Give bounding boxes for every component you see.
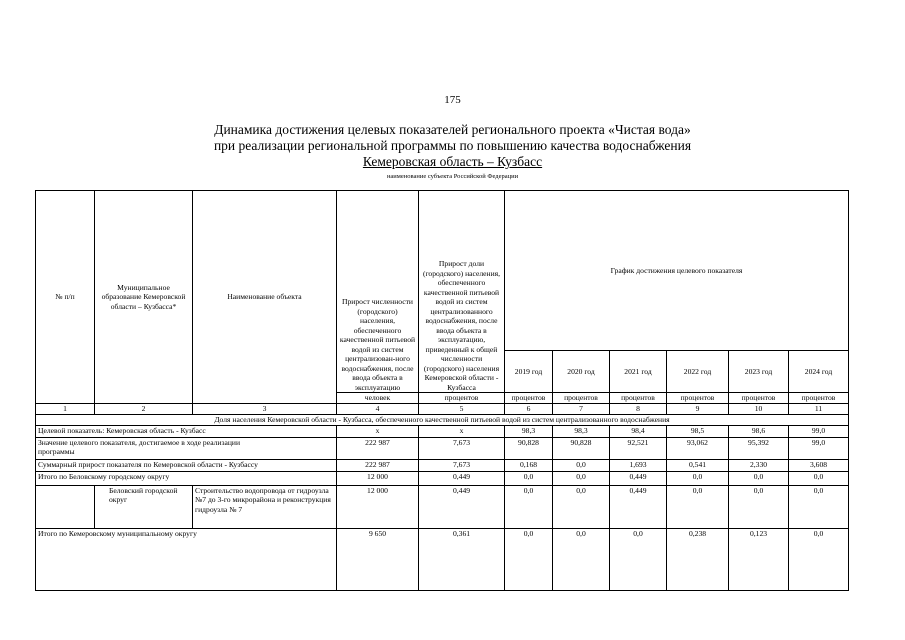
cell-value: 0,0 [789,528,849,590]
unit-year-2023: процентов [729,393,789,404]
cell-value: 0,0 [505,471,553,485]
region-name: Кемеровская область – Кузбасс [362,154,543,169]
col-number: 11 [789,404,849,415]
municipality-name: Беловский городской округ [95,485,193,528]
cell-value: 92,521 [610,437,667,459]
col-number: 3 [193,404,337,415]
col-number: 6 [505,404,553,415]
cell-value: 0,541 [667,459,729,471]
cell-value: 0,0 [553,528,610,590]
cell-value: 0,361 [419,528,505,590]
cell-value: 0,0 [610,528,667,590]
cell-value: 0,238 [667,528,729,590]
cell-value: 0,0 [505,528,553,590]
header-object: Наименование объекта [193,191,337,404]
header-year-2021: 2021 год [610,351,667,393]
cell-value: 222 987 [337,437,419,459]
col-number: 1 [36,404,95,415]
header-year-2022: 2022 год [667,351,729,393]
section-title: Доля населения Кемеровской области - Кузбасса, обеспеченного качественной питьевой водой из систем централизованного водоснабжения [36,415,849,426]
cell-value: 0,0 [729,485,789,528]
cell-value: 0,449 [610,471,667,485]
unit-year-2020: процентов [553,393,610,404]
cell-value: 98,3 [505,425,553,437]
cell-value: 0,0 [553,485,610,528]
cell-value: 99,0 [789,437,849,459]
table-row [36,425,849,437]
row-label: Итого по Беловскому городскому округу [36,471,337,485]
cell-value: 7,673 [419,437,505,459]
indicator-table [35,190,849,591]
cell-value: 95,392 [729,437,789,459]
cell-value: 0,0 [505,485,553,528]
row-label: Итого по Кемеровскому муниципальному округу [36,528,337,590]
cell-value: 0,168 [505,459,553,471]
table-row [36,459,849,471]
unit-year-2021: процентов [610,393,667,404]
document-title-line-1: Динамика достижения целевых показателей регионального проекта «Чистая вода» [214,122,691,137]
unit-year-2019: процентов [505,393,553,404]
cell-value: 0,0 [553,471,610,485]
table-row [36,485,849,528]
header-num: № п/п [36,191,95,404]
cell-value: 0,0 [667,485,729,528]
header-municipality: Муниципальное образование Кемеровской области – Кузбасса* [95,191,193,404]
cell-value: 0,449 [419,485,505,528]
header-year-2023: 2023 год [729,351,789,393]
cell-value: 98,4 [610,425,667,437]
cell-value: 0,0 [667,471,729,485]
column-numbers-row [36,404,849,415]
cell-value: 0,0 [789,471,849,485]
cell-value: 0,123 [729,528,789,590]
header-share-growth: Прирост доли (городского) населения, обеспеченного качественной питьевой водой из систем централизованного водоснабжения, после ввода объекта в эксплуатацию, приведенный к общей численности (городского) населения Кемеровской области - Кузбасса [419,191,505,393]
cell-value: 2,330 [729,459,789,471]
row-label: Значение целевого показателя, достигаемое в ходе реализации программы [36,437,337,459]
header-population-growth: Прирост численности (городского) населения, обеспеченного качественной питьевой водой из систем централизован-ного водоснабжения, после ввода объекта в эксплуатацию [337,191,419,393]
unit-year-2024: процентов [789,393,849,404]
col-number: 5 [419,404,505,415]
document-title-line-2: при реализации региональной программы по повышению качества водоснабжения [213,138,692,153]
cell-value: 90,828 [553,437,610,459]
cell-value: 0,449 [610,485,667,528]
cell-value: 0,0 [553,459,610,471]
cell-value: 3,608 [789,459,849,471]
row-label: Суммарный прирост показателя по Кемеровской области - Кузбассу [36,459,337,471]
header-year-2019: 2019 год [505,351,553,393]
cell-value: x [337,425,419,437]
cell-value: 222 987 [337,459,419,471]
cell-value: 7,673 [419,459,505,471]
col-number: 2 [95,404,193,415]
region-caption: наименование субъекта Российской Федерации [386,173,519,180]
cell-value: 99,0 [789,425,849,437]
col-number: 7 [553,404,610,415]
cell-value: 90,828 [505,437,553,459]
col-number: 10 [729,404,789,415]
cell-value: 0,0 [789,485,849,528]
table-row [36,437,849,459]
table-row [36,471,849,485]
cell-value: 98,6 [729,425,789,437]
page-number: 175 [444,94,461,106]
header-schedule: График достижения целевого показателя [505,191,849,351]
cell-value: 0,0 [729,471,789,485]
col-number: 4 [337,404,419,415]
header-year-2024: 2024 год [789,351,849,393]
cell-value: 12 000 [337,471,419,485]
col-number: 9 [667,404,729,415]
unit-people: человек [337,393,419,404]
cell-value: 93,062 [667,437,729,459]
cell-value: 12 000 [337,485,419,528]
table-row [36,528,849,590]
cell-value: 0,449 [419,471,505,485]
cell-value: 1,693 [610,459,667,471]
cell-value: 98,5 [667,425,729,437]
header-year-2020: 2020 год [553,351,610,393]
unit-year-2022: процентов [667,393,729,404]
cell-value: 98,3 [553,425,610,437]
col-number: 8 [610,404,667,415]
row-num [36,485,95,528]
cell-value: 9 650 [337,528,419,590]
row-label: Целевой показатель: Кемеровская область - Кузбасс [36,425,337,437]
cell-value: x [419,425,505,437]
unit-percent: процентов [419,393,505,404]
object-name: Строительство водопровода от гидроузла №7 до 3-го микрорайона и реконструкция гидроузла № 7 [193,485,337,528]
